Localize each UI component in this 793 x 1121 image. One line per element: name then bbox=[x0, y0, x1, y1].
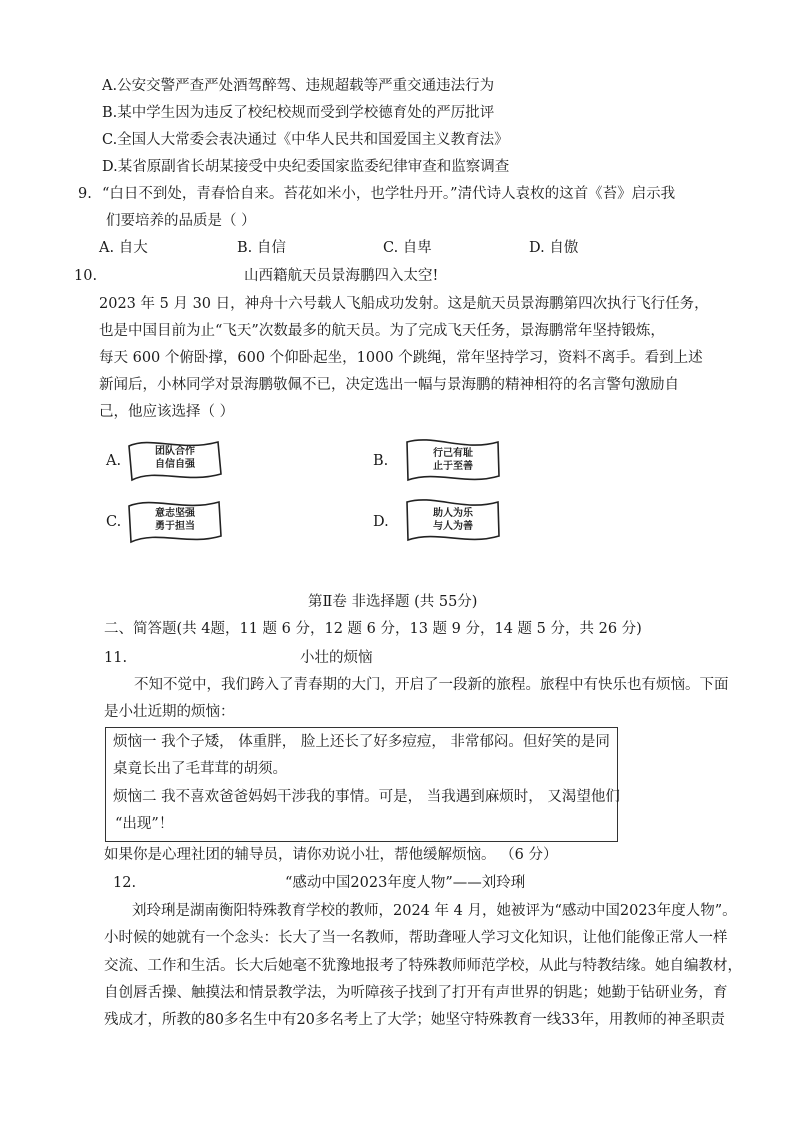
q10-line-1: 2023 年 5 月 30 日，神舟十六号载人飞船成功发射。这是航天员景海鹏第四次执行飞行任务， bbox=[99, 296, 709, 312]
q10-option-c-flag bbox=[126, 498, 224, 546]
q9-option-a: A. 自大 bbox=[99, 240, 148, 256]
q10-option-a-flag bbox=[126, 438, 224, 484]
q8-option-d: D.某省原副省长胡某接受中央纪委国家监委纪律审查和监察调查 bbox=[102, 159, 510, 175]
q10-option-c-label: C. bbox=[106, 514, 122, 530]
q10-option-b-flag bbox=[404, 436, 502, 486]
q9-option-c: C. 自卑 bbox=[383, 240, 432, 256]
q11-intro-line2: 是小壮近期的烦恼： bbox=[104, 704, 235, 720]
q10-option-d-label: D. bbox=[373, 514, 389, 530]
q10-option-d-text-2: 与人为善 bbox=[433, 521, 473, 532]
q10-option-c-text-1: 意志坚强 bbox=[155, 508, 195, 519]
q10-line-4: 新闻后，小林同学对景海鹏敬佩不已，决定选出一幅与景海鹏的精神相符的名言警句激励自 bbox=[99, 377, 679, 393]
q10-line-3: 每天 600 个俯卧撑，600 个仰卧起坐，1000 个跳绳，常年坚持学习，资料不离手。看到上述 bbox=[99, 350, 703, 366]
q8-option-b: B.某中学生因为违反了校纪校规而受到学校德育处的严厉批评 bbox=[102, 105, 495, 121]
q12-line-3: 交流、工作和生活。长大后她毫不犹豫地报考了特殊教师师范学校，从此与特教结缘。她自编教材， bbox=[104, 958, 742, 974]
q10-option-a-label: A. bbox=[106, 453, 122, 469]
q10-option-d-flag bbox=[404, 496, 502, 546]
q12-title: “感动中国2023年度人物”——刘玲琍 bbox=[285, 875, 526, 891]
q11-intro-line1: 不知不觉中，我们跨入了青春期的大门，开启了一段新的旅程。旅程中有快乐也有烦恼。下面 bbox=[134, 677, 729, 693]
q9-option-b: B. 自信 bbox=[237, 240, 286, 256]
q12-number: 12. bbox=[113, 875, 137, 891]
q10-option-a-text-2: 自信自强 bbox=[155, 459, 195, 470]
q8-option-c: C.全国人大常委会表决通过《中华人民共和国爱国主义教育法》 bbox=[102, 132, 509, 148]
q11-question: 如果你是心理社团的辅导员，请你劝说小壮，帮他缓解烦恼。 （6 分） bbox=[104, 847, 558, 863]
q10-option-d-text-1: 助人为乐 bbox=[433, 508, 473, 519]
q11-title: 小壮的烦恼 bbox=[300, 650, 373, 666]
q10-option-a-text-1: 团队合作 bbox=[155, 446, 195, 457]
q11-box-line-3: 烦恼二 我不喜欢爸爸妈妈干涉我的事情。可是， 当我遇到麻烦时， 又渴望他们 bbox=[113, 789, 620, 805]
q9-number: 9. bbox=[78, 186, 92, 202]
q10-title: 山西籍航天员景海鹏四入太空! bbox=[244, 268, 439, 284]
q11-number: 11. bbox=[104, 650, 128, 666]
q9-option-d: D. 自傲 bbox=[529, 240, 579, 256]
q10-option-b-text-1: 行己有耻 bbox=[433, 448, 473, 459]
q12-line-5: 残成才，所教的80多名生中有20多名考上了大学；她坚守特殊教育一线33年，用教师的神圣职责 bbox=[104, 1012, 725, 1028]
q12-line-2: 小时候的她就有一个念头：长大了当一名教师，帮助聋哑人学习文化知识，让他们能像正常人一样 bbox=[104, 930, 728, 946]
q10-line-5: 己，他应该选择（ ） bbox=[99, 404, 235, 420]
q10-option-b-label: B. bbox=[373, 453, 389, 469]
q9-stem-line1: “白日不到处，青春恰自来。苔花如米小，也学牡丹开。”清代诗人袁枚的这首《苔》启示我 bbox=[102, 186, 676, 202]
q12-line-4: 自创唇舌操、触摸法和情景教学法，为听障孩子找到了打开有声世界的钥匙；她勤于钻研业务，育 bbox=[104, 985, 728, 1001]
q10-option-b-text-2: 止于至善 bbox=[433, 461, 473, 472]
q11-box-line-4: “出现”！ bbox=[115, 816, 174, 832]
q8-option-a: A.公安交警严查严处酒驾醉驾、违规超载等严重交通违法行为 bbox=[102, 78, 495, 94]
q10-number: 10. bbox=[74, 268, 98, 284]
part2-heading: 第Ⅱ卷 非选择题 (共 55分) bbox=[308, 594, 478, 610]
q11-box-line-1: 烦恼一 我个子矮， 体重胖， 脸上还长了好多痘痘， 非常郁闷。但好笑的是同 bbox=[113, 734, 610, 750]
q9-stem-line2: 们要培养的品质是（ ） bbox=[106, 213, 256, 229]
q11-box-line-2: 桌竟长出了毛茸茸的胡须。 bbox=[113, 761, 287, 777]
q10-line-2: 也是中国目前为止“飞天”次数最多的航天员。为了完成飞天任务，景海鹏常年坚持锻炼， bbox=[99, 323, 665, 339]
section-heading: 二、简答题(共 4题，11 题 6 分，12 题 6 分，13 题 9 分，14 题 5 分，共 26 分) bbox=[104, 621, 642, 637]
q12-line-1: 刘玲琍是湖南衡阳特殊教育学校的教师，2024 年 4 月，她被评为“感动中国2023年度人物”。 bbox=[132, 903, 737, 919]
q10-option-c-text-2: 勇于担当 bbox=[155, 521, 195, 532]
